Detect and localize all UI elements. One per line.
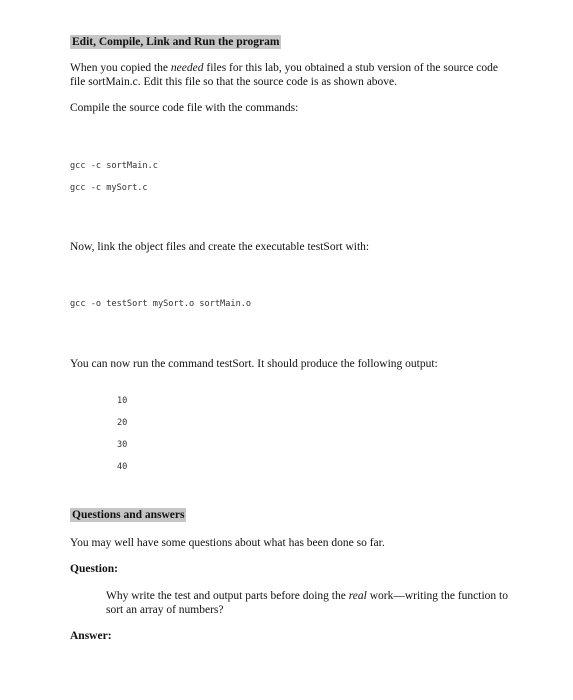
output-line: 20 — [117, 418, 128, 428]
output-line: 30 — [117, 440, 128, 450]
compile-paragraph: Compile the source code file with the commands: — [70, 102, 299, 114]
intro-paragraph: When you copied the needed files for this lab, you obtained a stub version of the source code file sortMain.c. Edit this file so that the source code is as shown above. — [70, 62, 498, 88]
section-heading-questions: Questions and answers — [72, 509, 185, 521]
output-line: 10 — [117, 396, 128, 406]
questions-intro: You may well have some questions about what has been done so far. — [70, 537, 385, 549]
run-paragraph: You can now run the command testSort. It should produce the following output: — [70, 358, 438, 370]
question-text: Why write the test and output parts before doing the real work—writing the function to sort an array of numbers? — [106, 590, 509, 616]
output-line: 40 — [117, 462, 128, 472]
compile-command-1: gcc -c sortMain.c — [70, 161, 158, 171]
section-heading-compile: Edit, Compile, Link and Run the program — [72, 36, 280, 48]
link-command: gcc -o testSort mySort.o sortMain.o — [70, 299, 252, 309]
answer-label: Answer: — [70, 630, 112, 642]
link-paragraph: Now, link the object files and create the executable testSort with: — [70, 241, 370, 253]
compile-command-2: gcc -c mySort.c — [70, 183, 148, 193]
question-label: Question: — [70, 563, 118, 575]
